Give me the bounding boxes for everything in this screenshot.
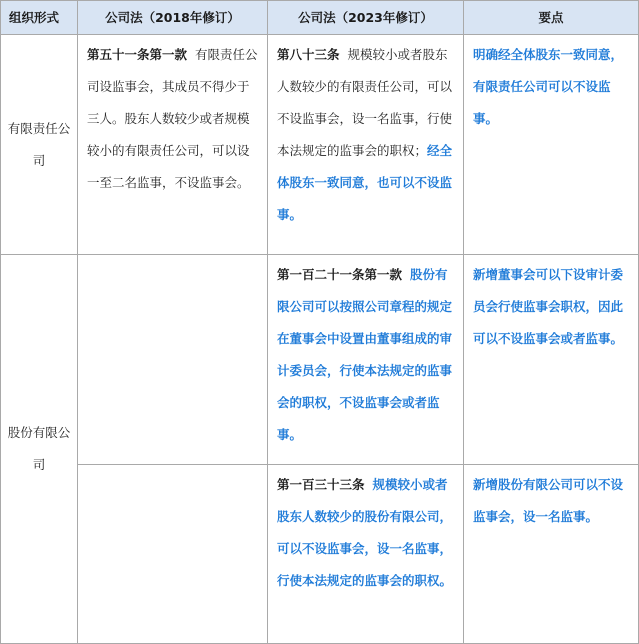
article-number: 第八十三条: [277, 47, 340, 62]
key-point-cell: 明确经全体股东一致同意，有限责任公司可以不设监事。: [464, 35, 639, 255]
header-law-2018: 公司法（2018年修订）: [78, 1, 268, 35]
law-2023-cell: [268, 255, 464, 465]
article-number: 第五十一条第一款: [87, 47, 188, 62]
header-key-points: 要点: [464, 1, 639, 35]
table-row: [1, 255, 639, 465]
key-point-cell: 新增董事会可以下设审计委员会行使监事会职权，因此可以不设监事会或者监事。: [464, 255, 639, 465]
table-row: [1, 465, 639, 644]
org-form-cell: 股份有限公司: [1, 255, 78, 644]
article-highlight: 规模较小或者股东人数较少的股份有限公司，可以不设监事会，设一名监事，行使本法规定的监事会的职权。: [277, 477, 453, 588]
law-2023-cell: [268, 465, 464, 644]
key-point-cell: 新增股份有限公司可以不设监事会，设一名监事。: [464, 465, 639, 644]
law-2018-cell: [78, 255, 268, 465]
header-row: [1, 1, 639, 35]
law-2018-cell: [78, 465, 268, 644]
header-law-2023: 公司法（2023年修订）: [268, 1, 464, 35]
law-2023-cell: [268, 35, 464, 255]
org-form-cell: 有限责任公司: [1, 35, 78, 255]
article-highlight: 经全体股东一致同意，也可以不设监事。: [277, 143, 453, 222]
article-highlight: 股份有限公司可以按照公司章程的规定在董事会中设置由董事组成的审计委员会，行使本法规定的监事会的职权，不设监事会或者监事。: [277, 267, 453, 442]
article-number: 第一百二十一条第一款: [277, 267, 403, 282]
header-org-form: 组织形式: [1, 1, 78, 35]
law-2018-cell: [78, 35, 268, 255]
article-text: 有限责任公司设监事会，其成员不得少于三人。股东人数较少或者规模较小的有限责任公司，可以设一至二名监事，不设监事会。: [87, 47, 258, 190]
table-row: [1, 35, 639, 255]
article-number: 第一百三十三条: [277, 477, 365, 492]
article-text: 规模较小或者股东人数较少的有限责任公司，可以不设监事会，设一名监事，行使本法规定的监事会的职权；: [277, 47, 453, 158]
